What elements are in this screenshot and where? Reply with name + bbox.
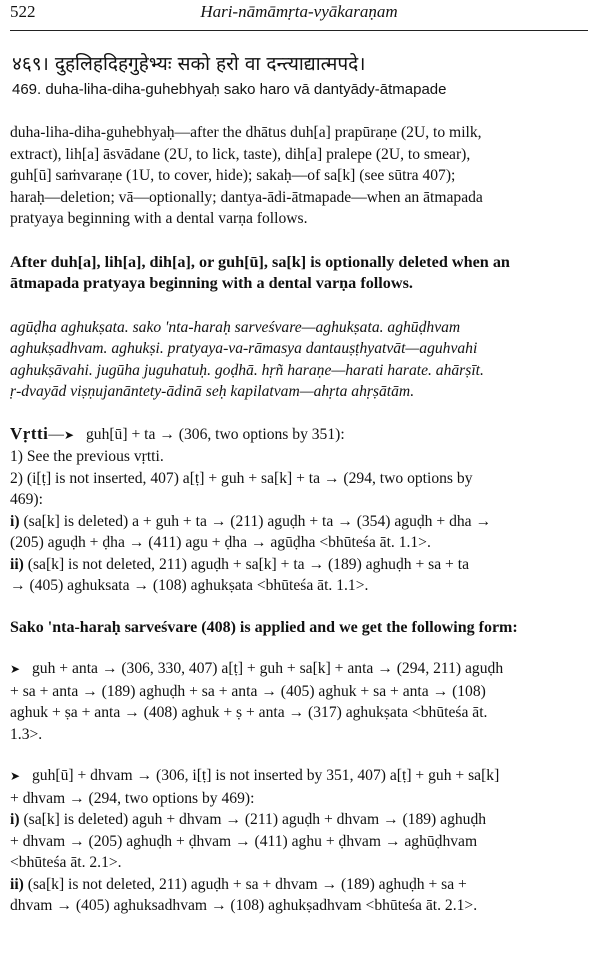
vrtti-option-ii bbox=[10, 554, 588, 576]
derivation-block-2 bbox=[10, 765, 588, 917]
vrtti-heading: Vṛtti—➤ guh[ū] + ta → (306, two options by 351): bbox=[10, 423, 588, 447]
applied-rule-line: Sako 'nta-haraḥ sarveśvare (408) is applied and we get the following form: bbox=[10, 618, 518, 636]
derivation-block-1 bbox=[10, 658, 588, 745]
derivation-line: dhvam → (405) aghuksadhvam → (108) aghukṣadhvam <bhūteśa āt. 2.1>. bbox=[10, 897, 478, 914]
gloss-line: haraḥ—deletion; vā—optionally; dantya-ādi-ātmapade—when an ātmapada bbox=[10, 188, 483, 206]
derivation-line: + sa + anta → (189) aghuḍh + sa + anta → (405) aghuk + sa + anta → (108) bbox=[10, 682, 486, 700]
word-gloss bbox=[10, 122, 588, 230]
option-label: i) bbox=[10, 512, 20, 530]
examples-paragraph bbox=[10, 317, 588, 403]
running-title: Hari-nāmāmṛta-vyākaraṇam bbox=[200, 2, 398, 21]
sutra-meaning bbox=[10, 252, 588, 295]
vrtti-line: 2) (i[ṭ] is not inserted, 407) a[ṭ] + guh + sa[k] + ta → (294, two options by bbox=[10, 469, 473, 487]
derivation-line: aghuk + ṣa + anta → (408) aghuk + ṣ + anta → (317) aghukṣata <bhūteśa āt. bbox=[10, 704, 488, 721]
vrtti-line: 1) See the previous vṛtti. bbox=[10, 448, 164, 465]
running-head bbox=[10, 0, 588, 30]
header-rule bbox=[10, 30, 588, 31]
vrtti-head-text: guh[ū] + ta → (306, two options by 351): bbox=[85, 425, 345, 443]
arrowhead-bullet-icon: ➤ bbox=[10, 662, 21, 676]
sutra-devanagari: ४६९। दुहलिहदिहगुहेभ्यः सको हरो वा दन्त्याद्यात्मपदे। bbox=[12, 53, 366, 75]
derivation-line: + dhvam → (205) aghuḍh + ḍhvam → (411) aghu + ḍhvam → aghūḍhvam bbox=[10, 832, 478, 850]
derivation-option-ii: ii) (sa[k] is not deleted, 211) aguḍh + sa + dhvam → (189) aghuḍh + sa + bbox=[10, 875, 467, 893]
derivation-line: 1.3>. bbox=[10, 725, 43, 743]
gloss-line: pratyaya beginning with a dental varṇa follows. bbox=[10, 210, 308, 227]
example-line: agūḍha aghukṣata. sako 'nta-haraḥ sarveśvare—aghukṣata. aghūḍhvam bbox=[10, 318, 461, 336]
vrtti-line: 469): bbox=[10, 491, 43, 508]
vrtti-line: → (405) aghuksata → (108) aghukṣata <bhūteśa āt. 1.1>. bbox=[10, 577, 369, 594]
derivation-line: + dhvam → (294, two options by 469): bbox=[10, 789, 255, 807]
gloss-line: guh[ū] saṁvaraṇe (1U, to cover, hide); sakaḥ—of sa[k] (see sūtra 407); bbox=[10, 167, 456, 184]
vrtti-line: (205) aguḍh + ḍha → (411) agu + ḍha → agūḍha <bhūteśa āt. 1.1>. bbox=[10, 534, 431, 551]
example-line: aghukṣāvahi. jugūha juguhatuḥ. goḍhā. hṛñ haraṇe—harati harate. ahārṣīt. bbox=[10, 361, 484, 379]
sense-line: ātmapada pratyaya beginning with a dental varṇa follows. bbox=[10, 274, 413, 292]
arrowhead-bullet-icon: ➤ bbox=[63, 427, 75, 442]
example-line: ṛ-dvayād viṣṇujanāntety-ādinā seḥ kapilatvam—ahṛta ahṛṣātām. bbox=[10, 383, 415, 400]
vrtti-label: Vṛtti bbox=[10, 423, 49, 443]
arrowhead-bullet-icon: ➤ bbox=[10, 769, 21, 783]
derivation-line: ➤ guh[ū] + dhvam → (306, i[ṭ] is not inserted by 351, 407) a[ṭ] + guh + sa[k] bbox=[10, 765, 588, 788]
sense-line: After duh[a], lih[a], dih[a], or guh[ū], sa[k] is optionally deleted when an bbox=[10, 252, 510, 271]
gloss-line: extract), lih[a] āsvādane (2U, to lick, taste), dih[a] pralepe (2U, to smear), bbox=[10, 145, 471, 163]
sutra-transliteration: 469. duha-liha-diha-guhebhyaḥ sako haro vā dantyādy-ātmapade bbox=[12, 81, 447, 98]
option-label: ii) bbox=[10, 555, 24, 573]
vrtti-option-i bbox=[10, 511, 588, 533]
gloss-line: duha-liha-diha-guhebhyaḥ—after the dhātus duh[a] prapūraṇe (2U, to milk, bbox=[10, 124, 482, 141]
derivation-line: ➤ guh + anta → (306, 330, 407) a[ṭ] + guh + sa[k] + anta → (294, 211) aguḍh bbox=[10, 658, 588, 681]
derivation-option-i: i) (sa[k] is deleted) aguh + dhvam → (211) aguḍh + dhvam → (189) aghuḍh bbox=[10, 811, 487, 828]
page-number: 522 bbox=[10, 2, 36, 21]
example-line: aghukṣadhvam. aghukṣi. pratyaya-va-rāmasya dantauṣṭhyatvāt—aguhvahi bbox=[10, 340, 478, 357]
derivation-line: <bhūteśa āt. 2.1>. bbox=[10, 854, 122, 871]
vrtti-line: (sa[k] is not deleted, 211) aguḍh + sa[k] + ta → (189) aghuḍh + sa + ta bbox=[27, 555, 469, 573]
option-label: ii) bbox=[10, 875, 24, 893]
option-label: i) bbox=[10, 811, 20, 828]
vrtti-line: (sa[k] is deleted) a + guh + ta → (211) aguḍh + ta → (354) aguḍh + dha → bbox=[23, 512, 492, 530]
